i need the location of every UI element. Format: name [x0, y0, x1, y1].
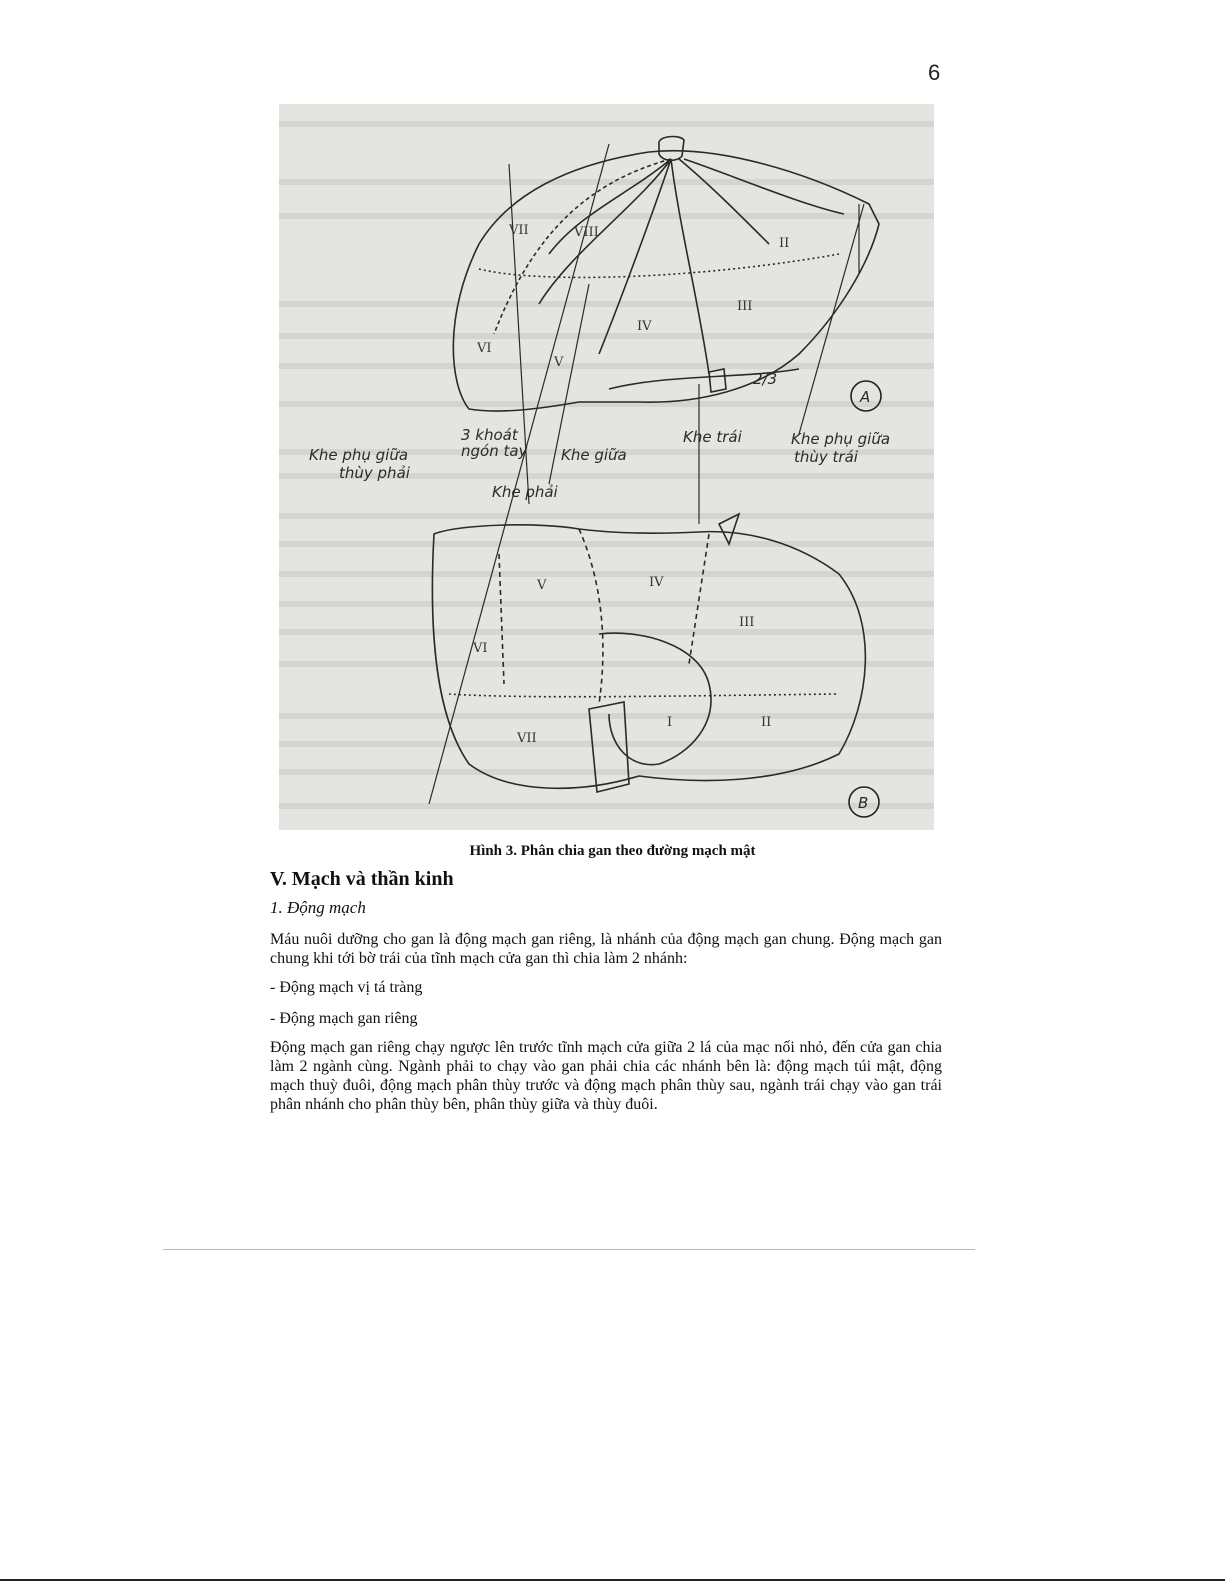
fraction-label: 2/3: [753, 370, 778, 388]
segment-label: II: [779, 236, 790, 251]
segment-label: III: [739, 615, 755, 630]
fissure-label: Khe phải: [492, 483, 558, 501]
list-item: - Động mạch vị tá tràng: [270, 979, 423, 996]
panel-b-label: B: [858, 794, 869, 812]
figure-caption: [0, 843, 1225, 860]
section-heading: V. Mạch và thần kinh: [270, 868, 454, 890]
page-bottom-border: [0, 1579, 1225, 1581]
segment-label: II: [761, 715, 772, 730]
caption-text: . Phân chia gan theo đường mạch mật: [513, 843, 756, 859]
fissure-label: ngón tay: [461, 442, 528, 460]
panel-a-label: A: [860, 388, 871, 406]
segment-label: I: [667, 715, 673, 730]
segment-label: VI: [477, 341, 492, 356]
liver-drawing-a: [429, 137, 879, 804]
fissure-label: thùy phải: [339, 464, 410, 482]
segment-label: VII: [509, 223, 529, 238]
segment-label: VII: [517, 731, 537, 746]
page-number: 6: [928, 60, 941, 85]
segment-label: V: [554, 355, 564, 370]
fissure-label: Khe giữa: [561, 446, 627, 464]
segment-label: III: [737, 299, 753, 314]
fissure-label: Khe phụ giữa: [309, 446, 409, 464]
segment-label: IV: [637, 319, 652, 334]
fissure-label: 3 khoát: [461, 426, 518, 444]
fissure-label: Khe trái: [683, 428, 742, 446]
list-item: - Động mạch gan riêng: [270, 1010, 418, 1027]
footer-divider: [163, 1249, 975, 1250]
caption-lead: Hình 3: [469, 843, 514, 859]
segment-label: VIII: [574, 225, 599, 240]
fissure-label: Khe phụ giữa: [791, 430, 891, 448]
paragraph: Máu nuôi dưỡng cho gan là động mạch gan riêng, là nhánh của động mạch gan chung. Động mạch gan chung khi tới bờ trái của tĩnh mạch cửa gan thì chia làm 2 nhánh:: [270, 931, 942, 967]
segment-label: IV: [649, 575, 664, 590]
fissure-label: thùy trái: [794, 448, 858, 466]
liver-segmentation-figure: [279, 104, 934, 830]
segment-label: VI: [473, 641, 488, 656]
segment-label: V: [537, 578, 547, 593]
subsection-heading: 1. Động mạch: [270, 898, 366, 917]
paragraph: Động mạch gan riêng chạy ngược lên trước tĩnh mạch cửa giữa 2 lá của mạc nối nhỏ, đến cửa gan chia làm 2 ngành cùng. Ngành phải to chạy vào gan phải chia các nhánh bên là: động mạch túi mật, động mạch thuỳ đuôi, động mạch phân thùy trước và động mạch phân thùy sau, ngành trái chạy vào gan trái phân nhánh cho phân thùy bên, phân thùy giữa và thùy đuôi.: [270, 1039, 942, 1113]
